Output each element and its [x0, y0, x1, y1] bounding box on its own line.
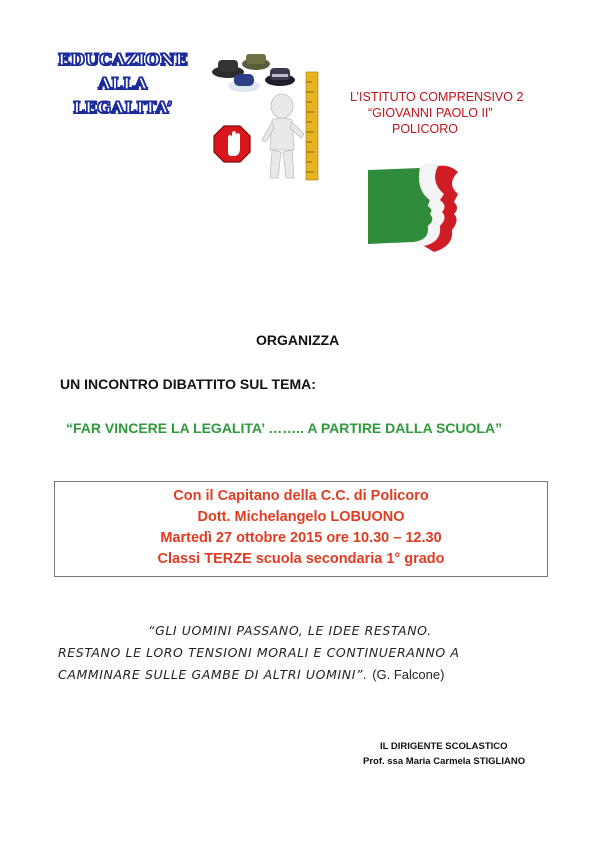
quote-line-1: “GLI UOMINI PASSANO, LE IDEE RESTANO. — [148, 623, 432, 638]
logo-title — [48, 48, 198, 120]
ruler-icon — [306, 72, 318, 180]
logo-title-line-1: EDUCAZIONE — [57, 50, 189, 69]
school-name — [350, 89, 550, 137]
event-line-classes: Classi TERZE scuola secondaria 1° grado — [157, 551, 445, 567]
event-details-box — [54, 481, 548, 577]
school-line-1: L’ISTITUTO COMPRENSIVO 2 — [350, 90, 524, 104]
signature-name: Prof. ssa Maria Carmela STIGLIANO — [363, 756, 526, 767]
quote-line-3 — [58, 664, 548, 686]
italian-flag-profile-icon — [368, 160, 468, 260]
event-line-name: Dott. Michelangelo LOBUONO — [197, 509, 405, 525]
stop-hand-sign-icon — [214, 126, 250, 162]
event-theme: “FAR VINCERE LA LEGALITA’ …….. A PARTIRE DALLA SCUOLA” — [66, 420, 503, 436]
event-line-date: Martedì 27 ottobre 2015 ore 10.30 – 12.30 — [160, 530, 442, 546]
hats-icon — [212, 54, 295, 92]
legality-clipart — [206, 50, 330, 182]
person-figure-icon — [262, 94, 304, 178]
school-line-2: “GIOVANNI PAOLO II” — [368, 106, 493, 120]
quote-line-2: RESTANO LE LORO TENSIONI MORALI E CONTINUERANNO A — [58, 645, 460, 660]
quote-author: (G. Falcone) — [372, 667, 445, 682]
event-subtitle: UN INCONTRO DIBATTITO SUL TEMA: — [60, 376, 316, 392]
falcone-quote — [58, 620, 548, 686]
logo-title-line-3: LEGALITA’ — [73, 98, 173, 117]
event-line-captain: Con il Capitano della C.C. di Policoro — [173, 488, 429, 504]
school-line-3: POLICORO — [392, 122, 458, 136]
logo-title-line-2: ALLA — [98, 74, 148, 93]
signature-role: IL DIRIGENTE SCOLASTICO — [380, 741, 508, 752]
organizza-heading: ORGANIZZA — [256, 332, 340, 348]
quote-line-3-text: CAMMINARE SULLE GAMBE DI ALTRI UOMINI”. — [58, 667, 368, 682]
